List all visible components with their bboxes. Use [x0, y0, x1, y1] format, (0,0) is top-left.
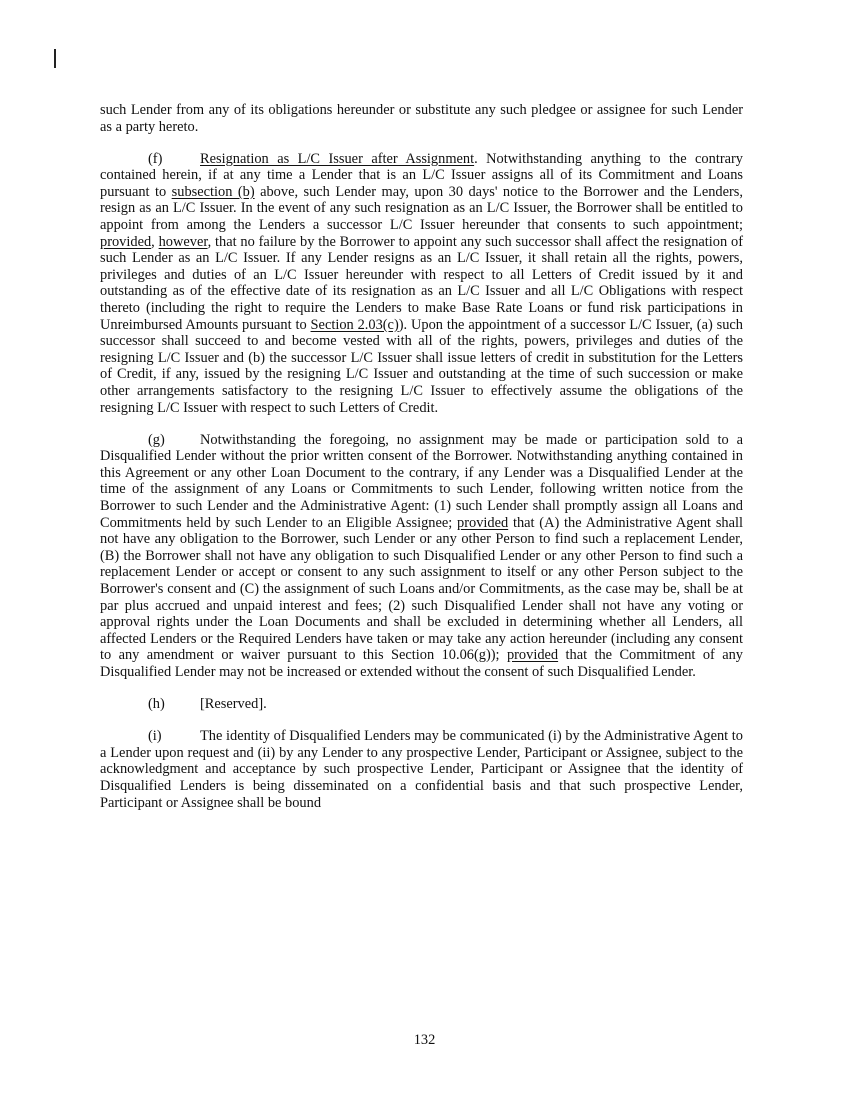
provided-term: provided [457, 514, 509, 531]
subsection-b-reference: subsection (b) [171, 183, 255, 200]
paragraph-f-text-1: . Notwithstanding anything to the contrary contained herein, if at any time a Lender that is an L/C Issuer assigns all of its Commitment and Loans pursuant to [100, 150, 743, 200]
paragraph-f-heading: Resignation as L/C Issuer after Assignment [200, 150, 475, 167]
paragraph-h-text: [Reserved]. [200, 696, 267, 713]
paragraph-f-label: (f) [148, 150, 163, 167]
revision-change-bar [54, 49, 56, 68]
paragraph-continuation-text: such Lender from any of its obligations hereunder or substitute any such pledgee or assignee for such Lender as a party hereto. [100, 102, 743, 135]
page-number: 132 [413, 1032, 436, 1048]
paragraph-h-label: (h) [148, 696, 165, 713]
paragraph-g-label: (g) [148, 431, 165, 448]
paragraph-f-text-4: , that no failure by the Borrower to appoint any such successor shall affect the resignation of such Lender as an L/C Issuer. If any Lender resigns as an L/C Issuer, it shall retain all the rights, powers, privileges and duties of an L/C Issuer hereunder with respect to all Letters of Credit issued by it and outstanding as of the effective date of its resignation as an L/C Issuer and all L/C Obligations with respect thereto (including the right to require the Lenders to make Base Rate Loans or fund risk participations in Unreimbursed Amounts pursuant to [100, 233, 743, 333]
provided-term: provided [100, 233, 152, 250]
provided-term: provided [506, 647, 559, 664]
paragraph-i-label: (i) [148, 728, 162, 745]
paragraph-f-text-3: , [151, 233, 159, 250]
paragraph-f-text-5: ). Upon the appointment of a successor L/C Issuer, (a) such successor shall succeed to and become vested with all of the rights, powers, privileges and duties of the resigning L/C Issuer and (b) the successor L/C Issuer shall issue letters of credit in substitution for the Letters of Credit, if any, issued by the resigning L/C Issuer and outstanding at the time of such succession or make other arrangements satisfactory to the resigning L/C Issuer to effectively assume the obligations of the resigning L/C Issuer with respect to such Letters of Credit. [100, 316, 743, 416]
section-2-03-c-reference: Section 2.03(c) [310, 316, 399, 333]
paragraph-g-text-3: that the Commitment of any Disqualified Lender may not be increased or extended without the consent of such Disqualified Lender. [100, 647, 743, 680]
paragraph-i-text: The identity of Disqualified Lenders may be communicated (i) by the Administrative Agent to a Lender upon request and (ii) by any Lender to any prospective Lender, Participant or Assignee, subject to the acknowledgment and acceptance by such prospective Lender, Participant or Assignee that the identity of Disqualified Lenders is being disseminated on a confidential basis and that such prospective Lender, Participant or Assignee shall be bound [100, 728, 743, 811]
paragraph-g-text-1: Notwithstanding the foregoing, no assignment may be made or participation sold to a Disqualified Lender without the prior written consent of the Borrower. Notwithstanding anything contained in this Agreement or any other Loan Document to the contrary, if any Lender was a Disqualified Lender at the time of the assignment of any Loans or Commitments to such Lender, following written notice from the Borrower to such Lender and the Administrative Agent: (1) such Lender shall promptly assign all Loans and Commitments held by such Lender to an Eligible Assignee; [100, 431, 743, 531]
paragraph-h [100, 696, 743, 713]
paragraph-g [100, 432, 743, 681]
however-term: however [158, 233, 208, 250]
paragraph-continuation [100, 102, 743, 135]
paragraph-f [100, 151, 743, 417]
paragraph-i [100, 728, 743, 811]
paragraph-f-text-2: above, such Lender may, upon 30 days' notice to the Borrower and the Lenders, resign as an L/C Issuer. In the event of any such resignation as an L/C Issuer, the Borrower shall be entitled to appoint from among the Lenders a successor L/C Issuer hereunder that consents to such appointment; [100, 183, 743, 234]
document-body [100, 102, 743, 827]
paragraph-g-text-2: that (A) the Administrative Agent shall not have any obligation to the Borrower, such Lender or any other Person to find such a replacement Lender, (B) the Borrower shall not have any obligation to such Disqualified Lender or any other Person to find such a replacement Lender or accept or consent to any such assignment to itself or any other Person subject to the Borrower's consent and (C) the assignment of such Loans and/or Commitments, as the case may be, shall be at par plus accrued and unpaid interest and fees; (2) such Disqualified Lender shall not have any voting or approval rights under the Loan Documents and shall be excluded in determining whether all Lenders, all affected Lenders or the Required Lenders have taken or may take any action hereunder (including any consent to any amendment or waiver pursuant to this Section 10.06(g)); [100, 514, 743, 664]
